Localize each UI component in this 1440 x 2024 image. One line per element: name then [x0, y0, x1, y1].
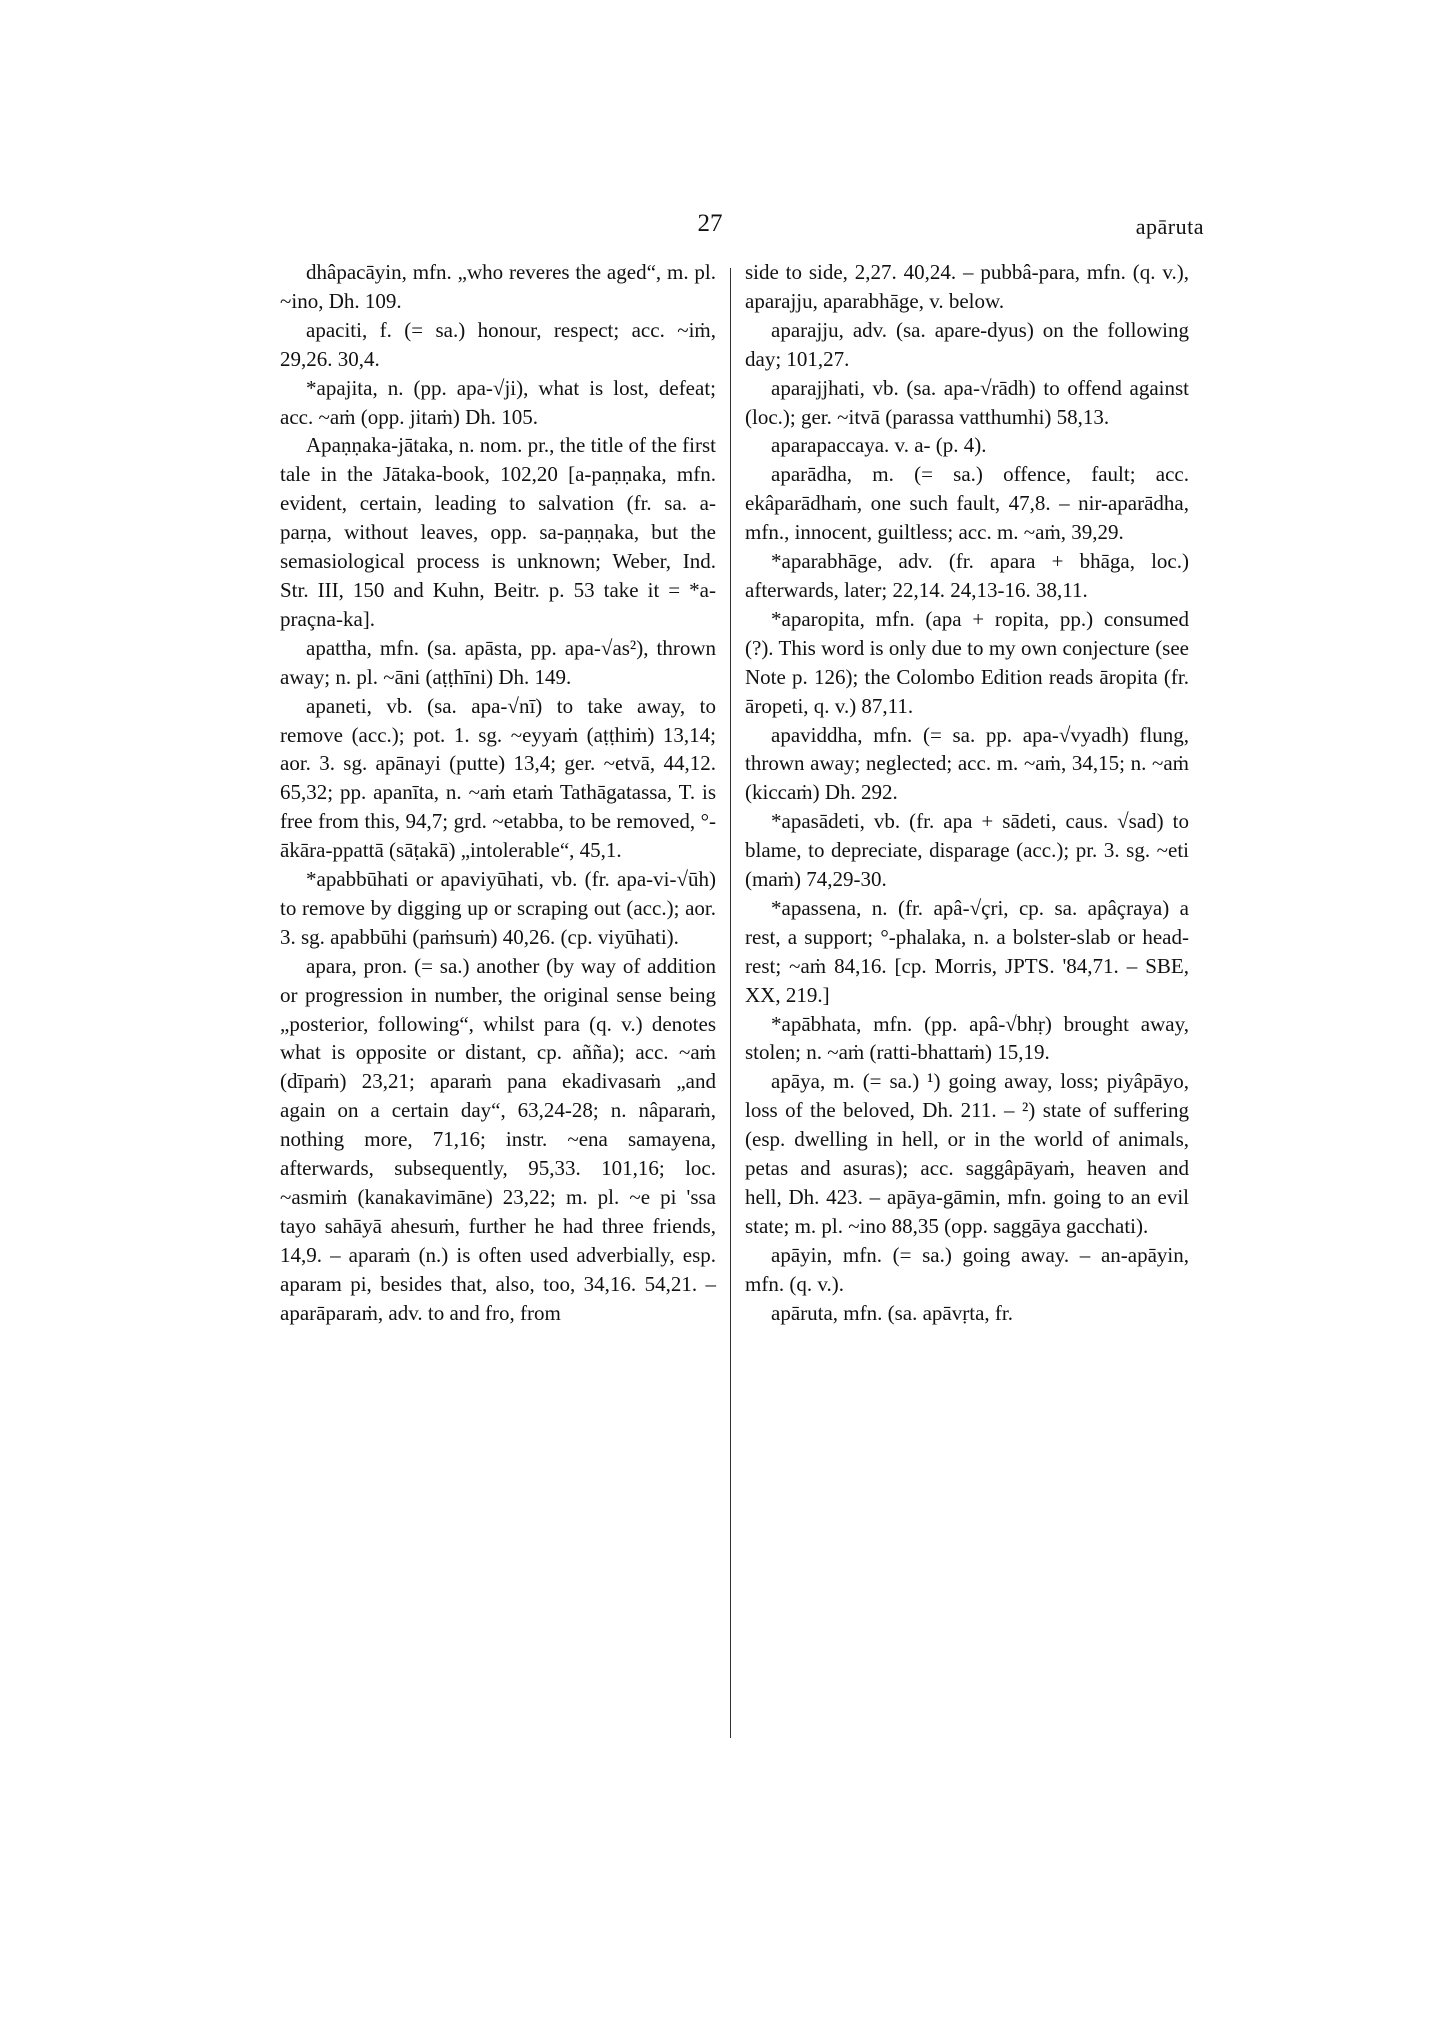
dictionary-entry: apāya, m. (= sa.) ¹) going away, loss; piyâpāyo, loss of the beloved, Dh. 211. – ²) state of suffering (esp. dwelling in hell, or in the world of animals, petas and asuras); acc. saggâpāyaṁ, heaven and hell, Dh. 423. – apāya-gāmin, mfn. going to an evil state; m. pl. ~ino 88,35 (opp. saggāya gacchati). — [745, 1069, 1189, 1238]
dictionary-entry: aparādha, m. (= sa.) offence, fault; acc. ekâparādhaṁ, one such fault, 47,8. – nir-aparādha, mfn., innocent, guiltless; acc. m. ~aṁ, 39,29. — [745, 462, 1189, 545]
dictionary-entry: aparajjhati, vb. (sa. apa-√rādh) to offend against (loc.); ger. ~itvā (parassa vatthumhi) 58,13. — [745, 375, 1189, 429]
dictionary-entry: dhâpacāyin, mfn. „who reveres the aged“, m. pl. ~ino, Dh. 109. — [280, 260, 716, 313]
dictionary-entry: side to side, 2,27. 40,24. – pubbâ-para, mfn. (q. v.), aparajju, aparabhāge, v. below. — [745, 260, 1189, 313]
dictionary-entry: *apasādeti, vb. (fr. apa + sādeti, caus. √sad) to blame, to depreciate, disparage (acc.); pr. 3. sg. ~eti (maṁ) 74,29-30. — [745, 809, 1189, 892]
dictionary-entry: *apabbūhati or apaviyūhati, vb. (fr. apa-vi-√ūh) to remove by digging up or scraping out (acc.); aor. 3. sg. apabbūhi (paṁsuṁ) 40,26. (cp. viyūhati). — [280, 867, 716, 949]
dictionary-entry: apāruta, mfn. (sa. apāvṛta, fr. — [771, 1300, 1013, 1325]
dictionary-entry: *apajita, n. (pp. apa-√ji), what is lost, defeat; acc. ~aṁ (opp. jitaṁ) Dh. 105. — [280, 375, 716, 429]
left-column — [280, 258, 716, 1328]
dictionary-entry: apaviddha, mfn. (= sa. pp. apa-√vyadh) flung, thrown away; neglected; acc. m. ~aṁ, 34,15; n. ~aṁ (kiccaṁ) Dh. 292. — [745, 722, 1189, 805]
dictionary-entry: apattha, mfn. (sa. apāsta, pp. apa-√as²), thrown away; n. pl. ~āni (aṭṭhīni) Dh. 149. — [280, 635, 716, 689]
dictionary-entry: *aparabhāge, adv. (fr. apara + bhāga, loc.) afterwards, later; 22,14. 24,13-16. 38,11. — [745, 549, 1189, 602]
dictionary-entry: *aparopita, mfn. (apa + ropita, pp.) consumed (?). This word is only due to my own conjecture (see Note p. 126); the Colombo Edition reads āropita (fr. āropeti, q. v.) 87,11. — [745, 606, 1189, 718]
dictionary-entry: apaneti, vb. (sa. apa-√nī) to take away, to remove (acc.); pot. 1. sg. ~eyyaṁ (aṭṭhiṁ) 13,14; aor. 3. sg. apānayi (putte) 13,4; ger. ~etvā, 44,12. 65,32; pp. apanīta, n. ~aṁ etaṁ Tathāgatassa, T. is free from this, 94,7; grd. ~etabba, to be removed, °-ākāra-ppattā (sāṭakā) „intolerable“, 45,1. — [280, 693, 716, 863]
running-head: apāruta — [1135, 214, 1204, 239]
dictionary-entry: *apassena, n. (fr. apâ-√çri, cp. sa. apâçraya) a rest, a support; °-phalaka, n. a bolster-slab or head-rest; ~aṁ 84,16. [cp. Morris, JPTS. '84,71. – SBE, XX, 219.] — [745, 895, 1189, 1007]
column-divider — [730, 268, 731, 1738]
dictionary-entry: aparapaccaya. v. a- (p. 4). — [771, 433, 987, 458]
page-number: 27 — [697, 210, 723, 237]
dictionary-entry: apara, pron. (= sa.) another (by way of addition or progression in number, the original sense being „posterior, following“, whilst para (q. v.) denotes what is opposite or distant, cp. añña); acc. ~aṁ (dīpaṁ) 23,21; aparaṁ pana ekadivasaṁ „and again on a certain day“, 63,24-28; n. nâparaṁ, nothing more, 71,16; instr. ~ena samayena, afterwards, subsequently, 95,33. 101,16; loc. ~asmiṁ (kanakavimāne) 23,22; m. pl. ~e pi 'ssa tayo sahāyā ahesuṁ, further he had three friends, 14,9. – aparaṁ (n.) is often used adverbially, esp. aparam pi, besides that, also, too, 34,16. 54,21. – aparāparaṁ, adv. to and fro, from — [280, 953, 716, 1325]
dictionary-entry: aparajju, adv. (sa. apare-dyus) on the following day; 101,27. — [745, 317, 1189, 371]
dictionary-entry: apāyin, mfn. (= sa.) going away. – an-apāyin, mfn. (q. v.). — [745, 1242, 1189, 1296]
right-column — [745, 258, 1189, 1328]
dictionary-entry: Apaṇṇaka-jātaka, n. nom. pr., the title of the first tale in the Jātaka-book, 102,20 [a-paṇṇaka, mfn. evident, certain, leading to salvation (fr. sa. a-parṇa, without leaves, opp. sa-paṇṇaka, but the semasiological process is unknown; Weber, Ind. Str. III, 150 and Kuhn, Beitr. p. 53 take it = *a-praçna-ka]. — [280, 433, 716, 631]
dictionary-entry: *apābhata, mfn. (pp. apâ-√bhṛ) brought away, stolen; n. ~aṁ (ratti-bhattaṁ) 15,19. — [745, 1011, 1189, 1065]
dictionary-entry: apaciti, f. (= sa.) honour, respect; acc. ~iṁ, 29,26. 30,4. — [280, 317, 716, 371]
